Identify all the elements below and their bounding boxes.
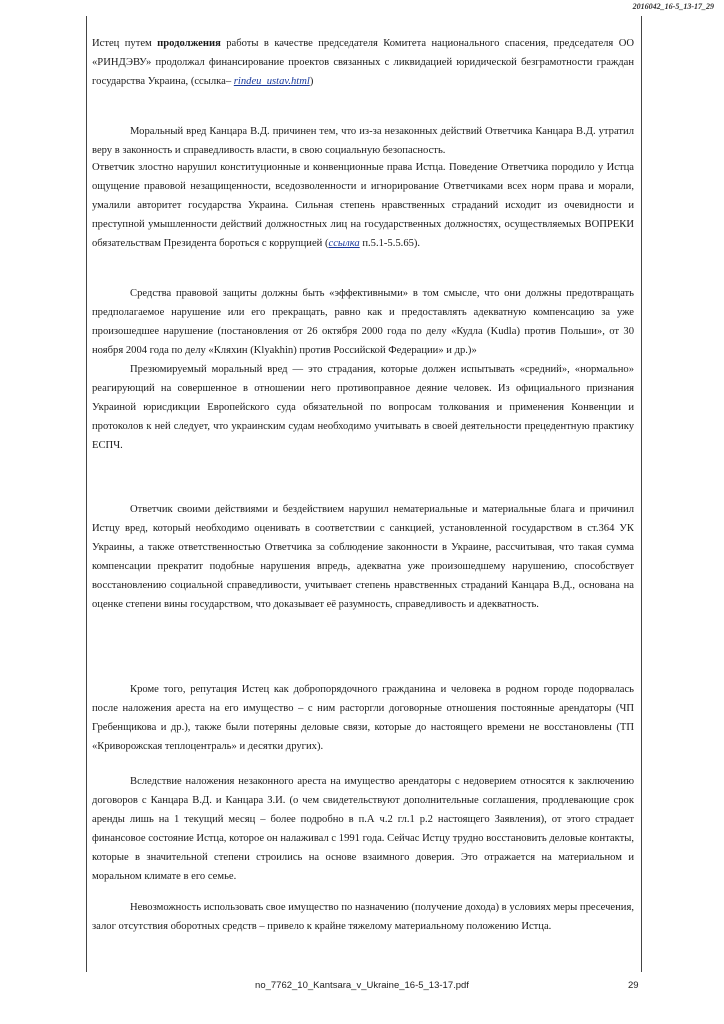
paragraph-8: Вследствие наложения незаконного ареста на имущество арендаторы с недоверием относятся к заключению договоров с Канцара В.Д. и Канцара З.И. (о чем свидетельствуют дополнительные соглашения, продлевающие срок аренды лишь на 1 текущий месяц – более подробно в п.А ч.2 гл.1 р.2 настоящего Заявления), от этого страдает финансовое состояние Истца, которое он налаживал с 1991 года. Сейчас Истцу трудно восстановить деловые контакты, которые в значительной степени строились на основе взаимного доверия. Это отражается на материальном и моральном климате в его семье.: [92, 776, 634, 882]
paragraph-1-text-end: ): [309, 76, 314, 87]
paragraph-3-text: Ответчик злостно нарушил конституционные и конвенционные права Истца. Поведение Ответчика породило у Истца ощущение правовой незащищенности, вседозволенности и игнорирование Ответчиками всех норм права и морали, умалили авторитет государства Украина. Сильная степень нравственных страданий исходит из очевидности и преступной умышленности действий должностных лиц на государственных должностях, осуществляемых ВОПРЕКИ обязательствам Президента бороться с коррупцией (: [92, 162, 634, 249]
paragraph-4: Средства правовой защиты должны быть «эффективными» в том смысле, что они должны предотвращать предполагаемое нарушение или его прекращать, равно как и предоставлять адекватную компенсацию за уже произошедшее нарушение (постановления от 26 октября 2000 года по делу «Кудла (Kudla) против Польши», от 30 ноября 2004 года по делу «Кляхин (Klyakhin) против Российской Федерации» и др.)»: [92, 288, 634, 356]
paragraph-5: Презюмируемый моральный вред — это страдания, которые должен испытывать «средний», «нормально» реагирующий на совершенное в отношении него противоправное деяние человек. Из официального признания Украиной юрисдикции Европейского суда обязательной по вопросам толкования и применения Конвенции и протоколов к ней следует, что украинским судам необходимо учитывать в своей деятельности прецедентную практику ЕСПЧ.: [92, 364, 634, 451]
paragraph-3-text-end: п.5.1-5.5.65).: [359, 238, 421, 249]
paragraph-1-text-a: Истец путем: [92, 38, 158, 49]
paragraph-3: [92, 158, 634, 253]
paragraph-9: Невозможность использовать свое имущество по назначению (получение дохода) в условиях меры пресечения, залог отсутствия оборотных средств – привело к крайне тяжелому материальному положению Истца.: [92, 902, 634, 932]
document-stamp: 2016042_16-5_13-17_29: [632, 2, 714, 11]
paragraph-6: Ответчик своими действиями и бездействием нарушил нематериальные и материальные блага и причинил Истцу вред, который необходимо оценивать в соответствии с санкцией, установленной государством в ст.364 УК Украины, а также ответственностью Ответчика за соблюдение законности в Украине, рассчитывая, что такая сумма компенсации прекратит подобные нарушения впредь, адекватна уже произошедшему нарушению, способствует восстановлению социальной справедливости, учитывает степень нравственных страданий Канцара В.Д., основана на оценке степени вины государством, что доказывает её разумность, справедливость и адекватность.: [92, 504, 634, 610]
rindeu-ustav-link[interactable]: rindeu_ustav.html: [233, 76, 310, 87]
paragraph-1: [92, 34, 634, 91]
paragraph-7: Кроме того, репутация Истец как добропорядочного гражданина и человека в родном городе подорвалась после наложения ареста на его имущество – с ним расторгли договорные отношения постоянные арендаторы (ЧП Гребенщикова и др.), также были потеряны деловые связи, которые до настоящего времени не восстановлены (ТП «Криворожская теплоцентраль» и десятки других).: [92, 684, 634, 752]
paragraph-2: Моральный вред Канцара В.Д. причинен тем, что из-за незаконных действий Ответчика Канцара В.Д. утратил веру в законность и справедливость власти, в свою социальную безопасность.: [92, 126, 634, 156]
paragraph-1-text-b: работы в качестве председателя Комитета национального спасения, председателя ОО «РИНДЭВУ» продолжал финансирование проектов связанных с ликвидацией юридической безграмотности граждан государства Украина, (ссылка–: [92, 38, 635, 87]
footer-filename: no_7762_10_Kantsara_v_Ukraine_16-5_13-17.pdf: [255, 980, 469, 991]
page-number: 29: [628, 980, 639, 991]
reference-link[interactable]: ссылка: [328, 238, 360, 249]
paragraph-1-bold: продолжения: [157, 38, 221, 49]
